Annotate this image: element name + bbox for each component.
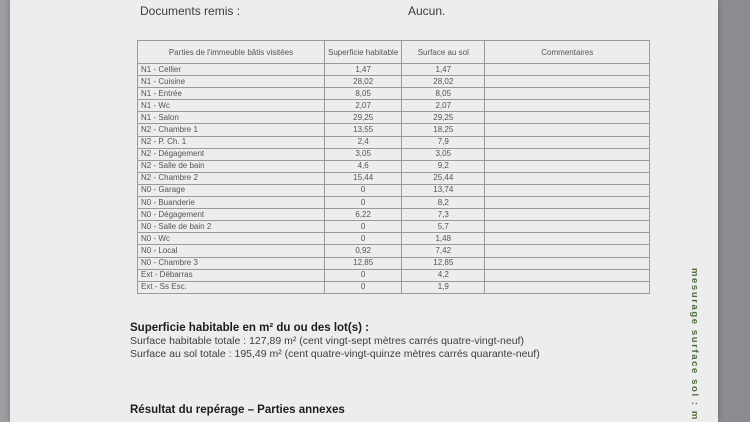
cell-surface-sol: 7,42	[402, 245, 485, 257]
table-row	[138, 233, 650, 245]
table-header-row	[138, 41, 650, 64]
cell-partie: Ext - Débarras	[138, 269, 325, 281]
cell-commentaire	[485, 124, 650, 136]
cell-partie: N2 - Chambre 1	[138, 124, 325, 136]
table-row	[138, 245, 650, 257]
cell-commentaire	[485, 64, 650, 76]
cell-superficie: 0	[325, 184, 402, 196]
cell-partie: N2 - P. Ch. 1	[138, 136, 325, 148]
table-row	[138, 124, 650, 136]
cell-partie: N0 - Dégagement	[138, 209, 325, 221]
table-row	[138, 257, 650, 269]
cell-surface-sol: 8,05	[402, 88, 485, 100]
cell-superficie: 0	[325, 221, 402, 233]
cell-surface-sol: 4,2	[402, 269, 485, 281]
cell-superficie: 4,6	[325, 160, 402, 172]
cell-partie: N0 - Wc	[138, 233, 325, 245]
cell-commentaire	[485, 136, 650, 148]
table-body	[138, 64, 650, 294]
cell-partie: N0 - Garage	[138, 184, 325, 196]
table-row	[138, 112, 650, 124]
header-commentaires: Commentaires	[485, 41, 650, 64]
cell-superficie: 3,05	[325, 148, 402, 160]
cell-superficie: 15,44	[325, 172, 402, 184]
cell-surface-sol: 18,25	[402, 124, 485, 136]
cell-commentaire	[485, 233, 650, 245]
cell-surface-sol: 1,9	[402, 281, 485, 293]
cell-surface-sol: 1,47	[402, 64, 485, 76]
cell-superficie: 6,22	[325, 209, 402, 221]
cell-surface-sol: 13,74	[402, 184, 485, 196]
cell-commentaire	[485, 100, 650, 112]
cell-partie: N2 - Chambre 2	[138, 172, 325, 184]
summary-sol: Surface au sol totale : 195,49 m² (cent quatre-vingt-quinze mètres carrés quarante-neuf)	[130, 348, 540, 360]
cell-commentaire	[485, 112, 650, 124]
cell-surface-sol: 1,48	[402, 233, 485, 245]
cell-commentaire	[485, 76, 650, 88]
table-row	[138, 88, 650, 100]
documents-value: Aucun.	[408, 4, 446, 18]
cell-partie: N0 - Chambre 3	[138, 257, 325, 269]
summary-habitable: Surface habitable totale : 127,89 m² (cent vingt-sept mètres carrés quatre-vingt-neuf)	[130, 335, 524, 347]
cell-partie: N1 - Cuisine	[138, 76, 325, 88]
header-surface-sol: Surface au sol	[402, 41, 485, 64]
cell-commentaire	[485, 281, 650, 293]
cell-commentaire	[485, 160, 650, 172]
cell-partie: Ext - Ss Esc.	[138, 281, 325, 293]
cell-superficie: 29,25	[325, 112, 402, 124]
cell-superficie: 0	[325, 233, 402, 245]
cell-superficie: 28,02	[325, 76, 402, 88]
cell-surface-sol: 8,2	[402, 197, 485, 209]
cell-partie: N1 - Cellier	[138, 64, 325, 76]
table-row	[138, 221, 650, 233]
table-row	[138, 64, 650, 76]
cell-superficie: 2,07	[325, 100, 402, 112]
cell-surface-sol: 5,7	[402, 221, 485, 233]
cell-surface-sol: 2,07	[402, 100, 485, 112]
cell-commentaire	[485, 269, 650, 281]
cell-commentaire	[485, 257, 650, 269]
header-parties: Parties de l'immeuble bâtis visitées	[138, 41, 325, 64]
cell-surface-sol: 7,3	[402, 209, 485, 221]
table-row	[138, 209, 650, 221]
cell-commentaire	[485, 197, 650, 209]
cell-commentaire	[485, 245, 650, 257]
cell-superficie: 12,85	[325, 257, 402, 269]
table-row	[138, 269, 650, 281]
table-row	[138, 136, 650, 148]
side-label: mesurage surface sol : m	[689, 268, 700, 421]
annex-title: Résultat du repérage – Parties annexes	[130, 404, 345, 416]
table-row	[138, 197, 650, 209]
cell-commentaire	[485, 184, 650, 196]
cell-superficie: 2,4	[325, 136, 402, 148]
cell-superficie: 0	[325, 197, 402, 209]
table-row	[138, 184, 650, 196]
documents-label: Documents remis :	[140, 4, 241, 18]
cell-partie: N2 - Salle de bain	[138, 160, 325, 172]
cell-surface-sol: 12,85	[402, 257, 485, 269]
cell-commentaire	[485, 221, 650, 233]
table-row	[138, 172, 650, 184]
cell-partie: N0 - Salle de bain 2	[138, 221, 325, 233]
cell-superficie: 13,55	[325, 124, 402, 136]
cell-surface-sol: 25,44	[402, 172, 485, 184]
cell-partie: N1 - Entrée	[138, 88, 325, 100]
table-row	[138, 160, 650, 172]
cell-commentaire	[485, 209, 650, 221]
table-row	[138, 281, 650, 293]
rooms-table	[137, 40, 650, 294]
cell-partie: N0 - Buanderie	[138, 197, 325, 209]
cell-partie: N1 - Wc	[138, 100, 325, 112]
header-superficie: Superficie habitable	[325, 41, 402, 64]
cell-partie: N2 - Dégagement	[138, 148, 325, 160]
summary-title: Superficie habitable en m² du ou des lot(s) :	[130, 322, 369, 334]
table-row	[138, 148, 650, 160]
cell-surface-sol: 28,02	[402, 76, 485, 88]
cell-superficie: 0	[325, 281, 402, 293]
table-row	[138, 76, 650, 88]
cell-superficie: 0,92	[325, 245, 402, 257]
cell-superficie: 8,05	[325, 88, 402, 100]
cell-surface-sol: 29,25	[402, 112, 485, 124]
cell-superficie: 0	[325, 269, 402, 281]
cell-commentaire	[485, 148, 650, 160]
cell-commentaire	[485, 172, 650, 184]
cell-surface-sol: 7,9	[402, 136, 485, 148]
cell-partie: N0 - Local	[138, 245, 325, 257]
cell-surface-sol: 3,05	[402, 148, 485, 160]
cell-superficie: 1,47	[325, 64, 402, 76]
cell-surface-sol: 9,2	[402, 160, 485, 172]
cell-commentaire	[485, 88, 650, 100]
table-row	[138, 100, 650, 112]
cell-partie: N1 - Salon	[138, 112, 325, 124]
